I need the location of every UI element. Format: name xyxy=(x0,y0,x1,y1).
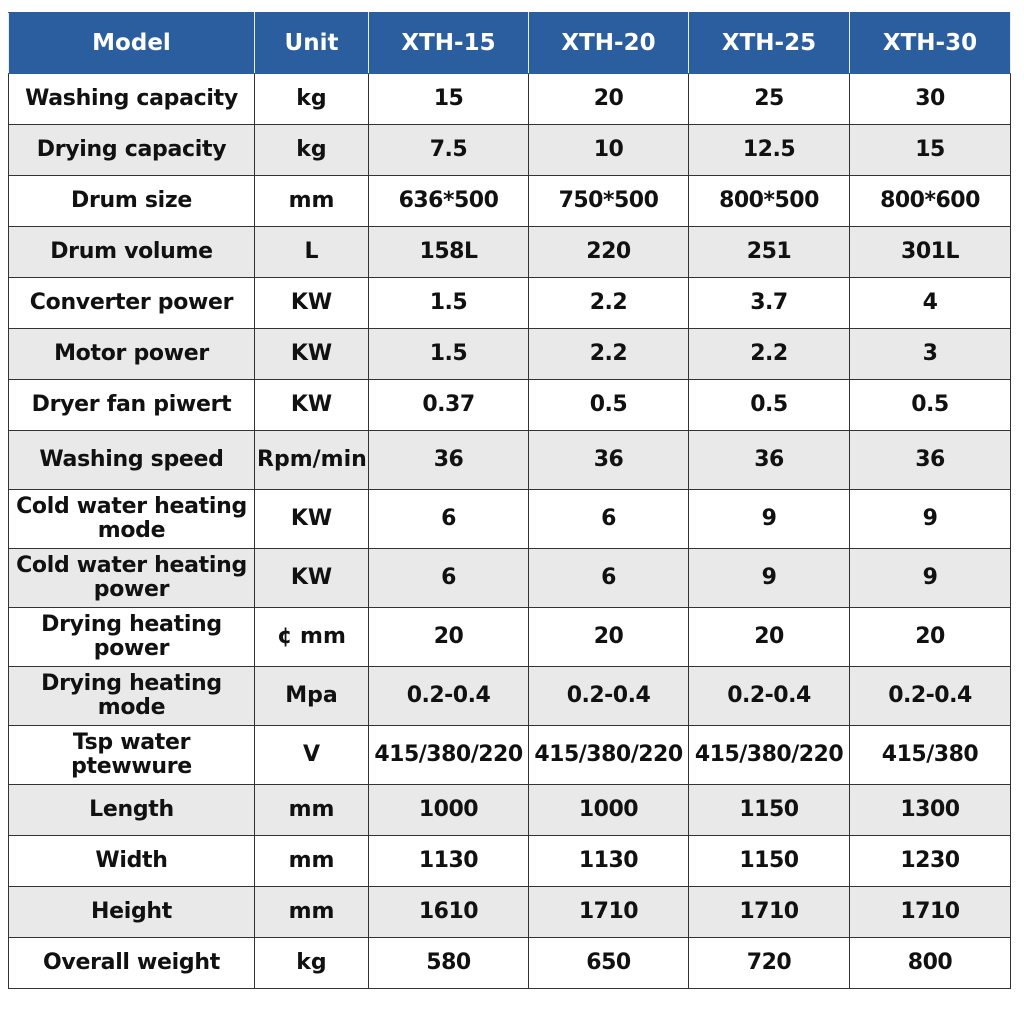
value-cell: 20 xyxy=(369,608,529,667)
param-unit: kg xyxy=(255,938,369,989)
value-cell: 1710 xyxy=(529,887,689,938)
header-row xyxy=(9,13,1011,74)
value-cell: 3.7 xyxy=(689,278,850,329)
value-cell: 1130 xyxy=(369,836,529,887)
param-unit: KW xyxy=(255,549,369,608)
param-label: Converter power xyxy=(9,278,255,329)
param-label: Overall weight xyxy=(9,938,255,989)
param-unit: V xyxy=(255,726,369,785)
value-cell: 6 xyxy=(369,490,529,549)
value-cell: 800 xyxy=(850,938,1011,989)
value-cell: 800*600 xyxy=(850,176,1011,227)
value-cell: 220 xyxy=(529,227,689,278)
param-unit: kg xyxy=(255,74,369,125)
table-row xyxy=(9,726,1011,785)
value-cell: 415/380/220 xyxy=(529,726,689,785)
value-cell: 20 xyxy=(529,608,689,667)
value-cell: 415/380/220 xyxy=(689,726,850,785)
value-cell: 9 xyxy=(689,490,850,549)
table-header xyxy=(9,13,1011,74)
table-row xyxy=(9,431,1011,490)
value-cell: 0.5 xyxy=(850,380,1011,431)
value-cell: 580 xyxy=(369,938,529,989)
param-unit: KW xyxy=(255,380,369,431)
value-cell: 158L xyxy=(369,227,529,278)
param-unit: KW xyxy=(255,329,369,380)
value-cell: 251 xyxy=(689,227,850,278)
value-cell: 800*500 xyxy=(689,176,850,227)
header-model-2: XTH-20 xyxy=(529,13,689,74)
value-cell: 1.5 xyxy=(369,278,529,329)
table-row xyxy=(9,278,1011,329)
value-cell: 1710 xyxy=(689,887,850,938)
param-label: Drum volume xyxy=(9,227,255,278)
value-cell: 15 xyxy=(369,74,529,125)
table-row xyxy=(9,490,1011,549)
value-cell: 30 xyxy=(850,74,1011,125)
value-cell: 1710 xyxy=(850,887,1011,938)
param-unit: ¢ mm xyxy=(255,608,369,667)
value-cell: 1000 xyxy=(529,785,689,836)
param-label: Width xyxy=(9,836,255,887)
value-cell: 36 xyxy=(369,431,529,490)
table-row xyxy=(9,608,1011,667)
value-cell: 12.5 xyxy=(689,125,850,176)
value-cell: 7.5 xyxy=(369,125,529,176)
value-cell: 1150 xyxy=(689,785,850,836)
param-unit: mm xyxy=(255,836,369,887)
table-row xyxy=(9,549,1011,608)
param-label: Drum size xyxy=(9,176,255,227)
param-unit: Mpa xyxy=(255,667,369,726)
table-body xyxy=(9,74,1011,989)
value-cell: 25 xyxy=(689,74,850,125)
param-label: Cold water heating power xyxy=(9,549,255,608)
value-cell: 1130 xyxy=(529,836,689,887)
param-unit: mm xyxy=(255,176,369,227)
value-cell: 20 xyxy=(850,608,1011,667)
table-row xyxy=(9,74,1011,125)
value-cell: 9 xyxy=(689,549,850,608)
value-cell: 9 xyxy=(850,549,1011,608)
value-cell: 720 xyxy=(689,938,850,989)
value-cell: 0.2-0.4 xyxy=(369,667,529,726)
table-row xyxy=(9,836,1011,887)
value-cell: 1610 xyxy=(369,887,529,938)
param-unit: mm xyxy=(255,887,369,938)
value-cell: 15 xyxy=(850,125,1011,176)
header-model-3: XTH-25 xyxy=(689,13,850,74)
value-cell: 36 xyxy=(689,431,850,490)
param-unit: mm xyxy=(255,785,369,836)
param-unit: L xyxy=(255,227,369,278)
header-model: Model xyxy=(9,13,255,74)
value-cell: 36 xyxy=(850,431,1011,490)
value-cell: 10 xyxy=(529,125,689,176)
value-cell: 0.2-0.4 xyxy=(529,667,689,726)
table-row xyxy=(9,938,1011,989)
param-label: Height xyxy=(9,887,255,938)
header-unit: Unit xyxy=(255,13,369,74)
value-cell: 1230 xyxy=(850,836,1011,887)
value-cell: 2.2 xyxy=(689,329,850,380)
value-cell: 2.2 xyxy=(529,329,689,380)
param-label: Drying heating mode xyxy=(9,667,255,726)
value-cell: 20 xyxy=(529,74,689,125)
param-label: Motor power xyxy=(9,329,255,380)
param-unit: KW xyxy=(255,490,369,549)
table-row xyxy=(9,125,1011,176)
param-label: Dryer fan piwert xyxy=(9,380,255,431)
param-label: Tsp water ptewwure xyxy=(9,726,255,785)
param-label: Drying heating power xyxy=(9,608,255,667)
param-label: Drying capacity xyxy=(9,125,255,176)
value-cell: 20 xyxy=(689,608,850,667)
value-cell: 636*500 xyxy=(369,176,529,227)
param-unit: KW xyxy=(255,278,369,329)
param-label: Washing capacity xyxy=(9,74,255,125)
value-cell: 650 xyxy=(529,938,689,989)
header-model-4: XTH-30 xyxy=(850,13,1011,74)
table-row xyxy=(9,667,1011,726)
value-cell: 6 xyxy=(529,490,689,549)
value-cell: 0.37 xyxy=(369,380,529,431)
value-cell: 3 xyxy=(850,329,1011,380)
value-cell: 1150 xyxy=(689,836,850,887)
value-cell: 0.2-0.4 xyxy=(689,667,850,726)
value-cell: 0.2-0.4 xyxy=(850,667,1011,726)
table-row xyxy=(9,785,1011,836)
param-unit: kg xyxy=(255,125,369,176)
table-row xyxy=(9,380,1011,431)
param-unit: Rpm/min xyxy=(255,431,369,490)
value-cell: 415/380 xyxy=(850,726,1011,785)
value-cell: 6 xyxy=(529,549,689,608)
value-cell: 750*500 xyxy=(529,176,689,227)
value-cell: 1000 xyxy=(369,785,529,836)
table-row xyxy=(9,227,1011,278)
value-cell: 0.5 xyxy=(529,380,689,431)
table-row xyxy=(9,329,1011,380)
param-label: Length xyxy=(9,785,255,836)
value-cell: 0.5 xyxy=(689,380,850,431)
table-row xyxy=(9,176,1011,227)
param-label: Cold water heating mode xyxy=(9,490,255,549)
table-row xyxy=(9,887,1011,938)
value-cell: 4 xyxy=(850,278,1011,329)
param-label: Washing speed xyxy=(9,431,255,490)
value-cell: 415/380/220 xyxy=(369,726,529,785)
value-cell: 6 xyxy=(369,549,529,608)
value-cell: 1.5 xyxy=(369,329,529,380)
value-cell: 1300 xyxy=(850,785,1011,836)
value-cell: 2.2 xyxy=(529,278,689,329)
header-model-1: XTH-15 xyxy=(369,13,529,74)
value-cell: 36 xyxy=(529,431,689,490)
spec-table xyxy=(8,12,1011,989)
value-cell: 301L xyxy=(850,227,1011,278)
value-cell: 9 xyxy=(850,490,1011,549)
